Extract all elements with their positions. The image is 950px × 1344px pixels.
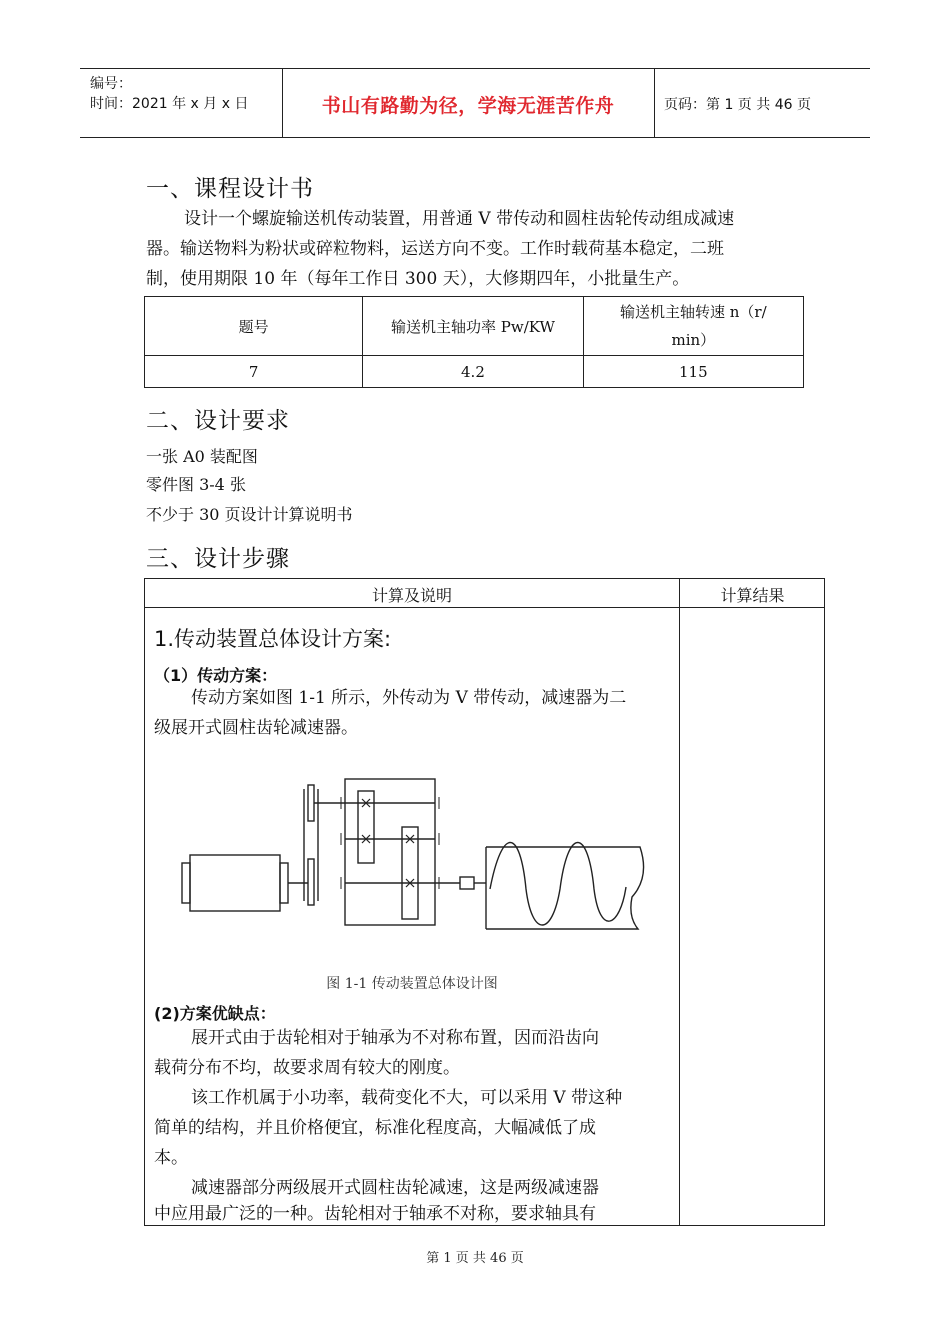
gear-crosses [362,799,414,887]
table-header-row [145,297,804,356]
page-header [80,68,870,138]
requirement-item-3: 不少于 30 页设计计算说明书 [146,505,353,524]
section3-title: 三、设计步骤 [146,546,290,572]
gear-stage-2 [402,827,418,919]
motto: 书山有路勤为径，学海无涯苦作舟 [321,95,615,117]
header-divider [145,607,824,608]
pros-line-1: 展开式由于齿轮相对于轴承为不对称布置，因而沿齿向 [191,1028,599,1048]
large-pulley [308,785,314,821]
motor [190,855,280,911]
bearings [341,797,439,889]
page-footer: 第 1 页 共 46 页 [426,1251,524,1266]
pros-line-7: 中应用最广泛的一种。齿轮相对于轴承不对称，要求轴具有 [154,1204,596,1224]
cell-power: 4.2 [363,356,583,388]
section1-line-1: 设计一个螺旋输送机传动装置，用普通 V 带传动和圆柱齿轮传动组成减速 [184,209,735,229]
pros-line-6: 减速器部分两级展开式圆柱齿轮减速，这是两级减速器 [191,1178,599,1198]
header-left-cell [80,69,283,137]
column-header-result: 计算结果 [720,586,785,605]
cell-no: 7 [145,356,363,388]
figure-caption: 图 1-1 传动装置总体设计图 [326,976,498,992]
header-speed-line2: min） [671,331,716,349]
table-row [145,356,804,388]
small-pulley [308,859,314,905]
header-cell-power: 输送机主轴功率 Pw/KW [363,297,583,356]
section1-line-3: 制，使用期限 10 年（每年工作日 300 天），大修期四年，小批量生产。 [146,269,690,289]
transmission-diagram [180,767,660,947]
design-heading: 1.传动装置总体设计方案: [154,627,392,651]
pros-line-3: 该工作机属于小功率，载荷变化不大，可以采用 V 带这种 [191,1088,623,1108]
scheme-line-2: 级展开式圆柱齿轮减速器。 [154,718,358,738]
column-divider [679,579,680,1225]
section1-title: 一、课程设计书 [146,176,314,202]
header-speed-line1: 输送机主轴转速 n（r/ [619,303,767,321]
motor-end-left [182,863,190,903]
section2-title: 二、设计要求 [146,408,290,434]
motor-end-right [280,863,288,903]
coupling [460,877,474,889]
sub-heading-scheme: （1）传动方案： [154,666,278,685]
section1-line-2: 器。输送物料为粉状或碎粒物料，运送方向不变。工作时载荷基本稳定，二班 [146,239,724,259]
pros-line-2: 载荷分布不均，故要求周有较大的刚度。 [154,1058,460,1078]
column-header-calc: 计算及说明 [371,586,452,605]
number-label: 编号： [90,76,132,92]
sub-heading-pros-cons: (2)方案优缺点： [154,1004,276,1023]
header-middle-cell [282,69,655,137]
page-info: 页码：第 1 页 共 46 页 [664,97,811,113]
cell-speed: 115 [583,356,803,388]
requirement-item-2: 零件图 3-4 张 [146,475,246,494]
gear-stage-1 [358,791,374,863]
parameter-table [144,296,804,388]
pros-line-4: 简单的结构，并且价格便宜，标准化程度高，大幅减低了成 [154,1118,596,1138]
time-label: 时间：2021 年 x 月 x 日 [90,96,249,112]
scheme-line-1: 传动方案如图 1-1 所示，外传动为 V 带传动，减速器为二 [191,688,627,708]
calculation-table [144,578,825,1226]
screw-helix [490,843,626,926]
header-cell-no: 题号 [145,297,363,356]
conveyor-housing [486,847,644,929]
header-right-cell [654,69,870,137]
requirement-item-1: 一张 A0 装配图 [146,447,258,466]
header-cell-speed [583,297,803,356]
pros-line-5: 本。 [154,1148,188,1168]
